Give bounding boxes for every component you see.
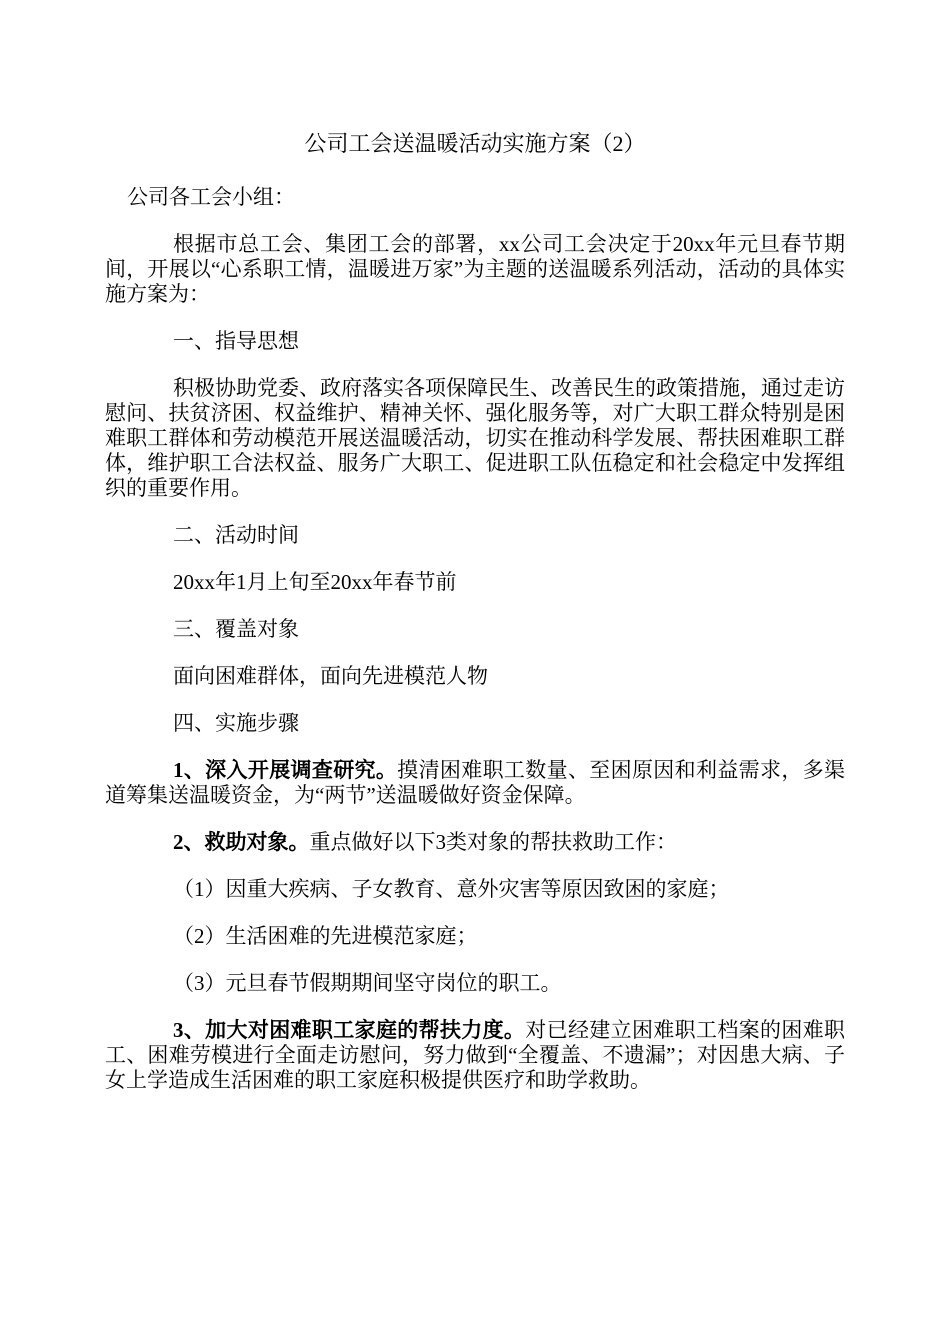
list-item-2: （2）生活困难的先进模范家庭； [173,924,478,948]
section-3-paragraph: 面向困难群体，面向先进模范人物 [173,664,488,688]
step-paragraph-2 [105,830,845,855]
section-heading-2: 二、活动时间 [173,523,299,547]
section-2-paragraph: 20xx年1月上旬至20xx年春节前 [173,570,457,594]
step-1-text: 摸清困难职工数量、至困原因和利益需求，多渠道筹集送温暖资金，为“两节”送温暖做好资金保障。 [105,758,846,807]
document-title: 公司工会送温暖活动实施方案（2） [304,131,646,156]
section-heading-4: 四、实施步骤 [173,711,299,735]
step-3-lead: 3、加大对困难职工家庭的帮扶力度。 [173,1018,526,1042]
step-paragraph-1 [105,758,845,808]
step-2-text: 重点做好以下3类对象的帮扶救助工作： [309,830,677,854]
intro-paragraph: 根据市总工会、集团工会的部署，xx公司工会决定于20xx年元旦春节期间，开展以“心系职工情，温暖进万家”为主题的送温暖系列活动，活动的具体实施方案为： [105,232,845,306]
list-item-3: （3）元旦春节假期期间坚守岗位的职工。 [173,971,562,995]
section-heading-1: 一、指导思想 [173,329,299,353]
step-3-text: 对已经建立困难职工档案的困难职工、困难劳模进行全面走访慰问，努力做到“全覆盖、不遗漏”；对因患大病、子女上学造成生活困难的职工家庭积极提供医疗和助学救助。 [105,1018,846,1092]
section-1-paragraph: 积极协助党委、政府落实各项保障民生、改善民生的政策措施，通过走访慰问、扶贫济困、权益维护、精神关怀、强化服务等，对广大职工群众特别是困难职工群体和劳动模范开展送温暖活动，切实在推动科学发展、帮扶困难职工群体，维护职工合法权益、服务广大职工、促进职工队伍稳定和社会稳定中发挥组织的重要作用。 [105,376,845,500]
step-2-lead: 2、救助对象。 [173,830,310,854]
step-paragraph-3 [105,1018,845,1093]
salutation: 公司各工会小组： [127,185,295,209]
step-1-lead: 1、深入开展调查研究。 [173,758,398,782]
section-heading-3: 三、覆盖对象 [173,617,299,641]
list-item-1: （1）因重大疾病、子女教育、意外灾害等原因致困的家庭； [173,877,730,901]
